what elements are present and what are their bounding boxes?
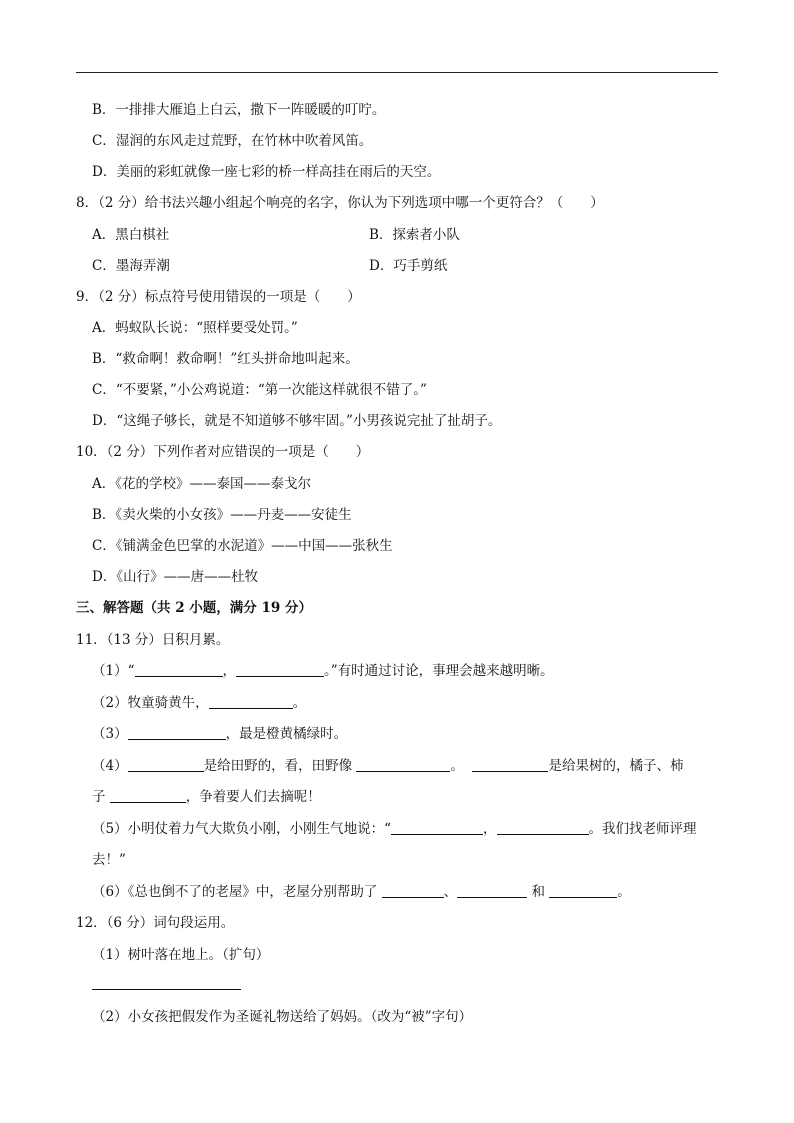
q8-option-a: A．黑白棋社	[92, 227, 170, 243]
blank-6-3[interactable]	[549, 884, 617, 898]
blank-5-1[interactable]	[391, 821, 483, 835]
q11-part-5-line-2: 去！”	[92, 852, 126, 868]
q11-part-2: （2）牧童骑黄牛， 。	[92, 695, 307, 711]
q11-part-4-line-2: 子 ，争着要人们去摘呢！	[92, 789, 321, 805]
q11-part-6: （6）《总也倒不了的老屋》中，老屋分别帮助了 、 和 。	[92, 884, 631, 900]
blank-1-1[interactable]	[135, 663, 223, 677]
q7-option-b: B．一排排大雁追上白云，撒下一阵暖暖的叮咛。	[92, 102, 386, 118]
q9-option-c: C．“不要紧，”小公鸡说道：“第一次能这样就很不错了。”	[92, 382, 427, 398]
blank-2[interactable]	[209, 695, 293, 709]
blank-5-2[interactable]	[497, 821, 589, 835]
blank-4-1[interactable]	[128, 758, 204, 772]
q8-option-b: B．探索者小队	[369, 227, 460, 243]
q11-part-3: （3） ，最是橙黄橘绿时。	[92, 726, 348, 742]
q12-part-2: （2）小女孩把假发作为圣诞礼物送给了妈妈。（改为“被”字句）	[92, 1009, 473, 1025]
q10-stem: 10．（2 分）下列作者对应错误的一项是（ ）	[76, 444, 370, 460]
q10-option-a: A．《花的学校》——泰国——泰戈尔	[92, 476, 311, 492]
blank-4-4[interactable]	[110, 789, 186, 803]
q11-part-1: （1）“ ， 。”有时通过讨论，事理会越来越明晰。	[92, 663, 554, 679]
q9-option-a: A．蚂蚁队长说：“照样要受处罚。”	[92, 320, 298, 336]
q7-option-c: C．湿润的东风走过荒野，在竹林中吹着风笛。	[92, 133, 373, 149]
q12-answer-line[interactable]	[92, 989, 241, 990]
blank-1-2[interactable]	[236, 663, 324, 677]
blank-3[interactable]	[128, 726, 226, 740]
blank-6-2[interactable]	[457, 884, 527, 898]
q9-option-d: D．“这绳子够长，就是不知道够不够牢固。”小男孩说完扯了扯胡子。	[92, 413, 502, 429]
section-heading: 三、解答题（共 2 小题，满分 19 分）	[76, 600, 312, 616]
q10-option-d: D．《山行》——唐——杜牧	[92, 569, 259, 585]
blank-6-1[interactable]	[382, 884, 444, 898]
blank-4-2[interactable]	[356, 758, 450, 772]
q10-option-b: B．《卖火柴的小女孩》——丹麦——安徒生	[92, 507, 352, 523]
q12-stem: 12．（6 分）词句段运用。	[76, 915, 235, 931]
q8-option-c: C．墨海弄潮	[92, 258, 170, 274]
header-rule	[76, 72, 718, 73]
q9-stem: 9．（2 分）标点符号使用错误的一项是（ ）	[76, 289, 361, 305]
q8-stem: 8．（2 分）给书法兴趣小组起个响亮的名字，你认为下列选项中哪一个更符合？（ ）	[76, 195, 604, 211]
q11-part-5: （5）小明仗着力气大欺负小刚，小刚生气地说：“ ， 。我们找老师评理	[92, 821, 697, 837]
q9-option-b: B．“救命啊！救命啊！”红头拼命地叫起来。	[92, 351, 359, 367]
q10-option-c: C．《铺满金色巴掌的水泥道》——中国——张秋生	[92, 538, 393, 554]
blank-4-3[interactable]	[472, 758, 548, 772]
q7-option-d: D．美丽的彩虹就像一座七彩的桥一样高挂在雨后的天空。	[92, 164, 441, 180]
q11-stem: 11．（13 分）日积月累。	[76, 632, 230, 648]
q8-option-d: D．巧手剪纸	[369, 258, 448, 274]
q11-part-4: （4） 是给田野的，看，田野像 。 是给果树的，橘子、柿	[92, 758, 684, 774]
q12-part-1: （1）树叶落在地上。（扩句）	[92, 947, 270, 963]
